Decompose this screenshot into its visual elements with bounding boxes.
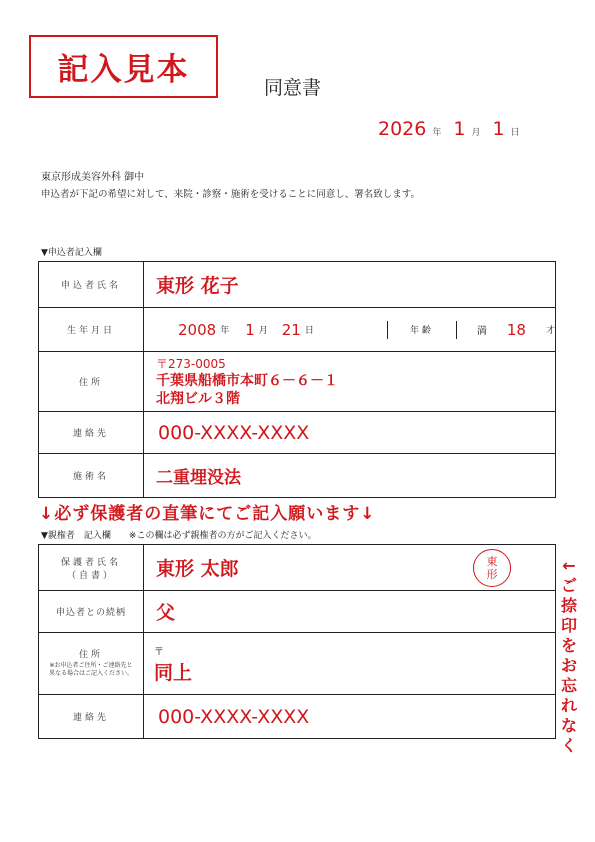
age-label: 年齢 <box>388 321 457 339</box>
seal-line1: 東 <box>486 555 498 568</box>
relation-label: 申込者との続柄 <box>39 591 144 633</box>
address-line1: 千葉県船橋市本町６－６－１ <box>156 373 338 389</box>
dob-year: 2008 <box>178 320 217 339</box>
section2-label: ▼親権者 記入欄 ※この欄は必ず親権者の方がご記入ください。 <box>41 531 317 541</box>
guardian-name-value[interactable]: 東形 太郎 <box>156 558 239 580</box>
addressee: 東京形成美容外科 御中 <box>41 172 145 183</box>
dob-day-unit: 日 <box>304 326 314 336</box>
section1-label: ▼申込者記入欄 <box>41 248 102 258</box>
document-title: 同意書 <box>264 77 322 99</box>
contact-label: 連絡先 <box>39 412 144 454</box>
guardian-address-label-cell <box>39 633 144 695</box>
dob-year-unit: 年 <box>220 326 230 336</box>
guardian-address-value: 同上 <box>154 661 193 684</box>
guardian-address-cell[interactable] <box>144 633 556 695</box>
relation-value[interactable]: 父 <box>156 602 176 624</box>
applicant-form <box>38 261 556 498</box>
treatment-value[interactable]: 二重埋没法 <box>156 468 241 488</box>
date-month: 1 <box>453 118 466 140</box>
date-day-unit: 日 <box>510 128 520 138</box>
document-date <box>378 118 520 140</box>
address-line2: 北翔ビル３階 <box>156 391 240 407</box>
date-month-unit: 月 <box>471 128 481 138</box>
dob-age-row <box>144 321 555 339</box>
guardian-address-note: ※お申込者ご住所・ご連絡先と異なる場合はご記入ください。 <box>49 662 134 677</box>
sample-stamp: 記入見本 <box>29 35 218 98</box>
date-year: 2026 <box>378 118 427 140</box>
seal-reminder: ←ご捺印をお忘れなく <box>560 556 577 755</box>
guardian-handwriting-note: ↓必ず保護者の直筆にてご記入願います↓ <box>39 504 376 524</box>
age-unit: 才 <box>545 326 555 336</box>
applicant-name-value[interactable]: 東形 花子 <box>156 275 239 297</box>
dob-value[interactable] <box>144 321 388 339</box>
treatment-label: 施術名 <box>39 454 144 498</box>
seal-line2: 形 <box>486 568 498 581</box>
postal-code: 〒273-0005 <box>156 357 226 371</box>
guardian-name-label-cell <box>39 545 144 591</box>
dob-month: 1 <box>245 320 255 339</box>
guardian-name-sub: （自書） <box>66 570 115 581</box>
applicant-name-label: 申込者氏名 <box>39 262 144 308</box>
guardian-contact-label: 連絡先 <box>39 695 144 739</box>
dob-label: 生年月日 <box>39 308 144 352</box>
age-value: 18 <box>506 320 526 339</box>
guardian-address-label: 住所 <box>78 650 103 660</box>
dob-month-unit: 月 <box>258 326 268 336</box>
date-day: 1 <box>492 118 505 140</box>
guardian-postal: 〒 <box>154 646 164 658</box>
address-label: 住所 <box>39 352 144 412</box>
guardian-contact-value[interactable]: 000-XXXX-XXXX <box>158 705 310 728</box>
guardian-name-label: 保護者氏名 <box>60 557 121 568</box>
consent-statement: 申込者が下記の希望に対して、来院・診察・施術を受けることに同意し、署名致します。 <box>41 189 421 200</box>
dob-day: 21 <box>281 320 301 339</box>
address-cell[interactable] <box>144 352 556 412</box>
seal-stamp <box>473 549 511 587</box>
contact-value[interactable]: 000-XXXX-XXXX <box>158 421 310 444</box>
age-prefix: 満 <box>476 326 487 337</box>
date-year-unit: 年 <box>432 128 442 138</box>
guardian-form <box>38 544 556 739</box>
age-value-cell[interactable] <box>457 321 555 339</box>
